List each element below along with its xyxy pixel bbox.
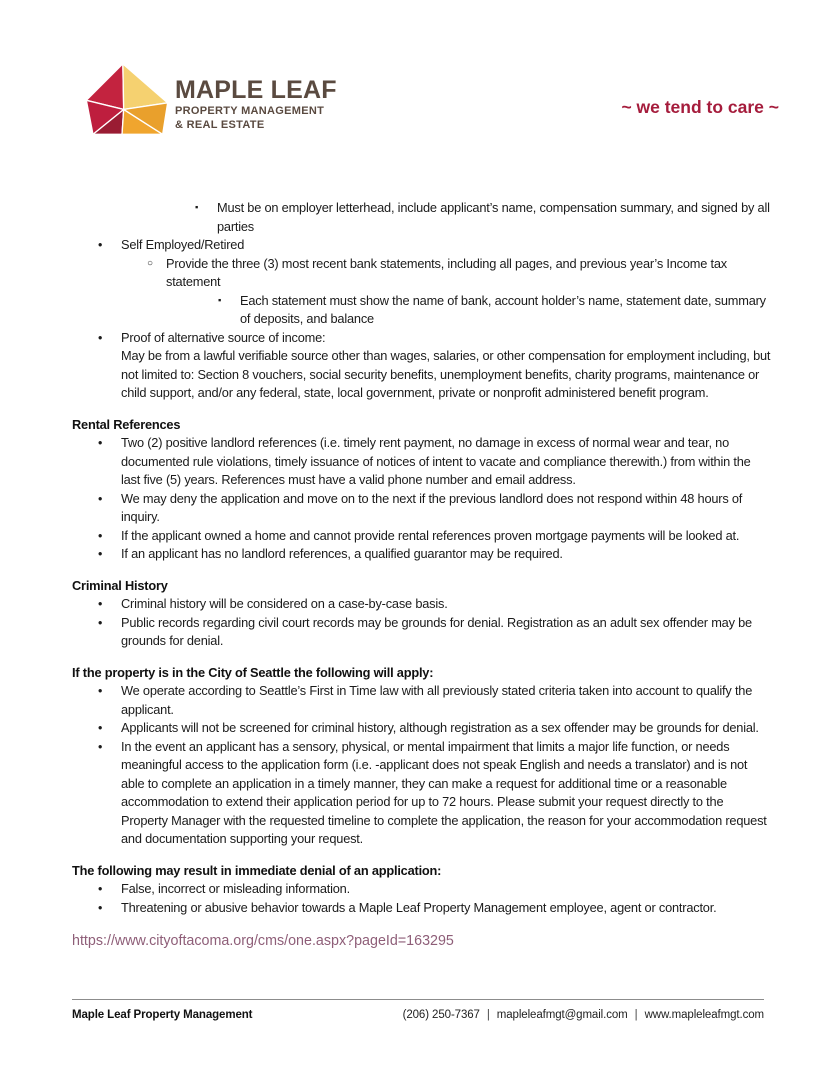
section-heading: Criminal History (72, 577, 168, 593)
disc-bullet-marker: • (98, 615, 103, 630)
disc-bullet-marker: • (98, 238, 103, 252)
section-heading: The following may result in immediate denial of an application: (72, 862, 442, 878)
bullet-text: We may deny the application and move on to the next if the previous landlord does not respond within 48 hours of inquiry. (121, 490, 743, 524)
company-logo (85, 63, 337, 136)
house-logo-icon (85, 63, 169, 136)
footer-phone: (206) 250-7367 (402, 1009, 480, 1021)
section-city-of-seattle (72, 664, 772, 849)
page-footer (72, 999, 764, 1021)
disc-bullet-marker: • (98, 528, 103, 543)
bullet-text: Public records regarding civil court records may be grounds for denial. Registration as an adult sex offender may be grounds for denial. (121, 614, 752, 648)
list-item-continuation: May be from a lawful verifiable source other than wages, salaries, or other compensation for employment including, but not limited to: Section 8 vouchers, social security benefits, unemployment benefits, charity programs, maintenance or child support, and/or any federal, state, local government, private or nonprofit administered benefit program. (121, 348, 771, 400)
bullet-item (72, 899, 772, 918)
tacoma-city-link[interactable]: https://www.cityoftacoma.org/cms/one.aspx?pageId=163295 (72, 933, 454, 949)
list-item (72, 236, 772, 255)
bullet-text: Applicants will not be screened for criminal history, although registration as a sex offender may be grounds for denial. (121, 720, 759, 735)
bullet-item (72, 719, 772, 738)
bullet-item (72, 545, 772, 564)
list-item-text: Provide the three (3) most recent bank statements, including all pages, and previous year’s Income tax statement (166, 255, 727, 289)
bullet-item (72, 595, 772, 614)
brand-title: MAPLE LEAF (175, 76, 337, 104)
list-item-text: Proof of alternative source of income: (121, 329, 326, 345)
footer-company: Maple Leaf Property Management (72, 1009, 253, 1021)
disc-bullet-marker: • (98, 436, 103, 450)
section-criminal-history (72, 577, 772, 651)
disc-bullet-marker: • (98, 491, 103, 506)
list-item (72, 255, 772, 292)
bullet-item (72, 614, 772, 651)
bullet-text: If an applicant has no landlord references, a qualified guarantor may be required. (121, 546, 563, 561)
bullet-text: We operate according to Seattle’s First in Time law with all previously stated criteria taken into account to qualify the applicant. (121, 683, 753, 717)
bullet-item (72, 880, 772, 899)
section-heading: If the property is in the City of Seattle the following will apply: (72, 664, 434, 680)
reference-link-line (72, 932, 772, 951)
section-immediate-denial (72, 862, 772, 918)
section-heading: Rental References (72, 416, 181, 432)
disc-bullet-marker: • (98, 721, 103, 735)
bullet-item (72, 738, 772, 849)
list-item (72, 292, 772, 329)
disc-bullet-marker: • (98, 547, 103, 561)
bullet-text: Threatening or abusive behavior towards a Maple Leaf Property Management employee, agent or contractor. (121, 899, 717, 915)
bullet-item (72, 434, 772, 490)
bullet-text: In the event an applicant has a sensory, physical, or mental impairment that limits a major life function, or needs meaningful access to the application form (i.e. -applicant does not speak English and needs a translator) and is not able to complete an application in a timely manner, they can make a request for additional time or a reasonable accommodation to extend their application period for up to 72 hours. Please submit your request directly to the Property Manager with the requested timeline to complete the application, the reason for your accommodation request and documentation supporting your request. (121, 738, 767, 846)
disc-bullet-marker: • (98, 900, 103, 915)
footer-website: www.mapleleafmgt.com (644, 1009, 764, 1021)
document-body (72, 199, 772, 951)
list-item (72, 329, 772, 348)
brand-tagline: ~ we tend to care ~ (621, 97, 779, 117)
disc-bullet-marker: • (98, 597, 103, 611)
footer-contact (403, 1009, 764, 1021)
disc-bullet-marker: • (98, 882, 103, 896)
bullet-text: Criminal history will be considered on a case-by-case basis. (121, 596, 448, 611)
disc-bullet-marker: • (98, 684, 103, 698)
bullet-text: False, incorrect or misleading information. (121, 881, 350, 896)
bullet-item (72, 527, 772, 546)
square-bullet-marker: ▪ (195, 202, 199, 213)
bullet-item (72, 490, 772, 527)
brand-text (175, 63, 337, 132)
brand-subtitle-1: PROPERTY MANAGEMENT (175, 105, 325, 117)
list-item-text: Each statement must show the name of bank, account holder’s name, statement date, summary of deposits, and balance (240, 292, 766, 326)
footer-separator: | (634, 1009, 638, 1021)
section-rental-references (72, 416, 772, 564)
footer-email: mapleleafmgt@gmail.com (496, 1009, 628, 1021)
bullet-text: Two (2) positive landlord references (i.e. timely rent payment, no damage in excess of normal wear and tear, no documented rule violations, timely issuance of notices of intent to vacate and compliance therewith.) from within the last five (5) years. References must have a valid phone number and email address. (121, 435, 751, 487)
list-item-text: Must be on employer letterhead, include applicant’s name, compensation summary, and signed by all parties (217, 200, 770, 234)
list-item-text: Self Employed/Retired (121, 237, 245, 252)
bullet-text: If the applicant owned a home and cannot provide rental references proven mortgage payments will be looked at. (121, 527, 740, 543)
circle-bullet-marker: ○ (147, 257, 153, 269)
square-bullet-marker: ▪ (218, 294, 222, 306)
disc-bullet-marker: • (98, 330, 103, 345)
footer-separator: | (486, 1009, 490, 1021)
list-item (72, 199, 772, 236)
disc-bullet-marker: • (98, 739, 103, 754)
bullet-item (72, 682, 772, 719)
brand-subtitle-2: & REAL ESTATE (175, 118, 265, 131)
income-verification-list (72, 199, 772, 403)
